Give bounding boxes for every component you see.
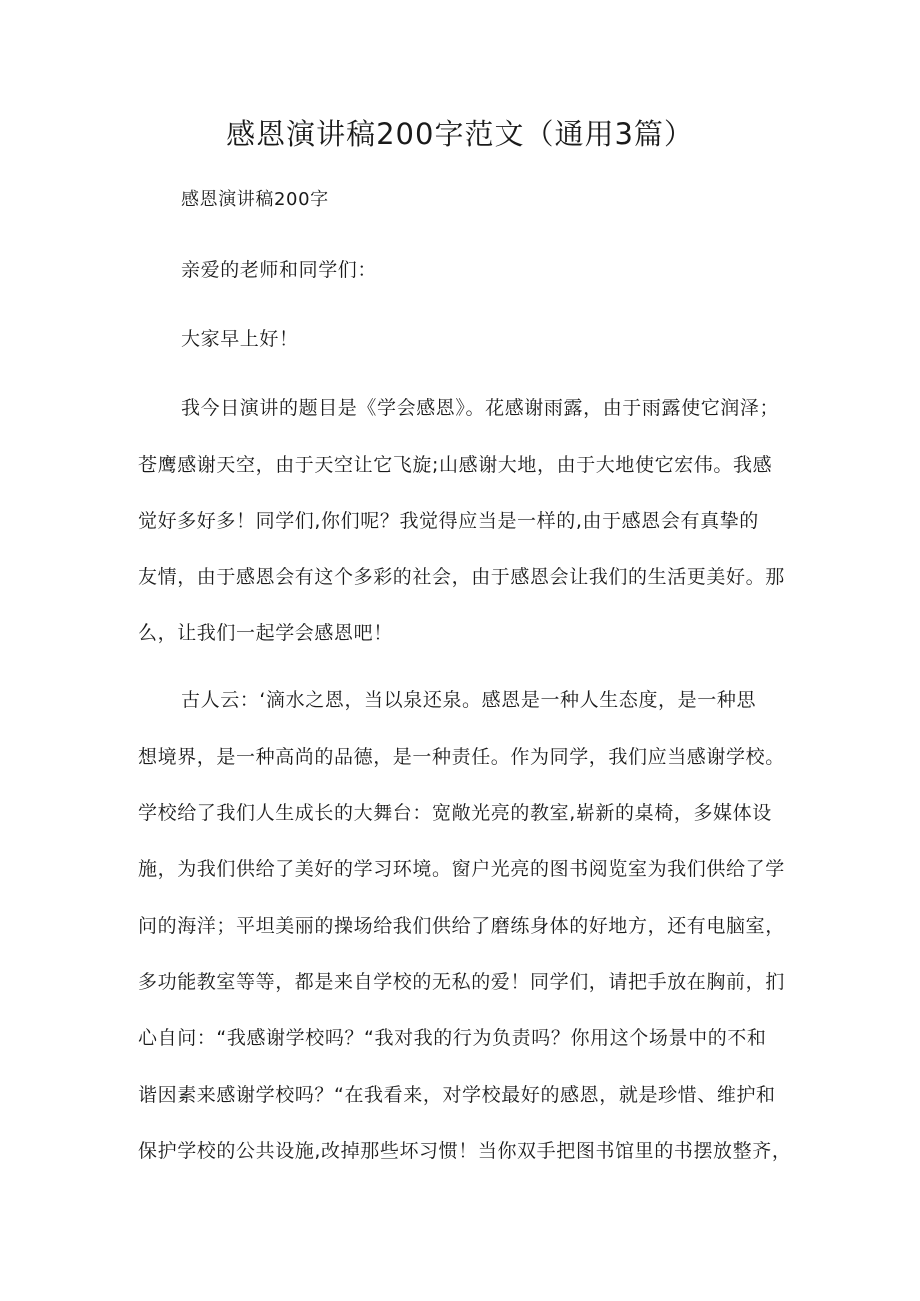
paragraph-2-line-6: 多功能教室等等，都是来自学校的无私的爱！同学们，请把手放在胸前，扪 bbox=[138, 971, 785, 993]
paragraph-2-line-4: 施，为我们供给了美好的学习环境。窗户光亮的图书阅览室为我们供给了学 bbox=[138, 858, 785, 880]
salutation: 亲爱的老师和同学们： bbox=[181, 259, 378, 281]
paragraph-2-line-5: 问的海洋；平坦美丽的操场给我们供给了磨练身体的好地方，还有电脑室， bbox=[138, 915, 785, 937]
paragraph-1-line-1: 我今日演讲的题目是《学会感恩》。花感谢雨露，由于雨露使它润泽； bbox=[181, 397, 780, 419]
paragraph-2-line-2: 想境界，是一种高尚的品德，是一种责任。作为同学，我们应当感谢学校。 bbox=[138, 746, 785, 768]
paragraph-2-line-3: 学校给了我们人生成长的大舞台：宽敞光亮的教室,崭新的桌椅，多媒体设 bbox=[138, 802, 772, 824]
paragraph-2-line-7: 心自问：“我感谢学校吗？“我对我的行为负责吗？你用这个场景中的不和 bbox=[138, 1027, 767, 1049]
paragraph-1-line-4: 友情，由于感恩会有这个多彩的社会，由于感恩会让我们的生活更美好。那 bbox=[138, 566, 785, 588]
section-heading: 感恩演讲稿200字 bbox=[181, 189, 329, 210]
paragraph-1-line-5: 么，让我们一起学会感恩吧！ bbox=[138, 622, 393, 644]
paragraph-2-line-1: 古人云：‘滴水之恩，当以泉还泉。感恩是一种人生态度，是一种思 bbox=[181, 689, 757, 711]
paragraph-2-line-9: 保护学校的公共设施,改掉那些坏习惯！当你双手把图书馆里的书摆放整齐， bbox=[138, 1140, 792, 1162]
paragraph-1-line-3: 觉好多好多！同学们,你们呢？我觉得应当是一样的,由于感恩会有真挚的 bbox=[138, 510, 759, 532]
document-title: 感恩演讲稿200字范文（通用3篇） bbox=[226, 117, 694, 151]
paragraph-2-line-8: 谐因素来感谢学校吗？“在我看来，对学校最好的感恩，就是珍惜、维护和 bbox=[138, 1084, 776, 1106]
greeting: 大家早上好！ bbox=[181, 328, 299, 350]
paragraph-1-line-2: 苍鹰感谢天空，由于天空让它飞旋;山感谢大地，由于大地使它宏伟。我感 bbox=[138, 454, 773, 476]
